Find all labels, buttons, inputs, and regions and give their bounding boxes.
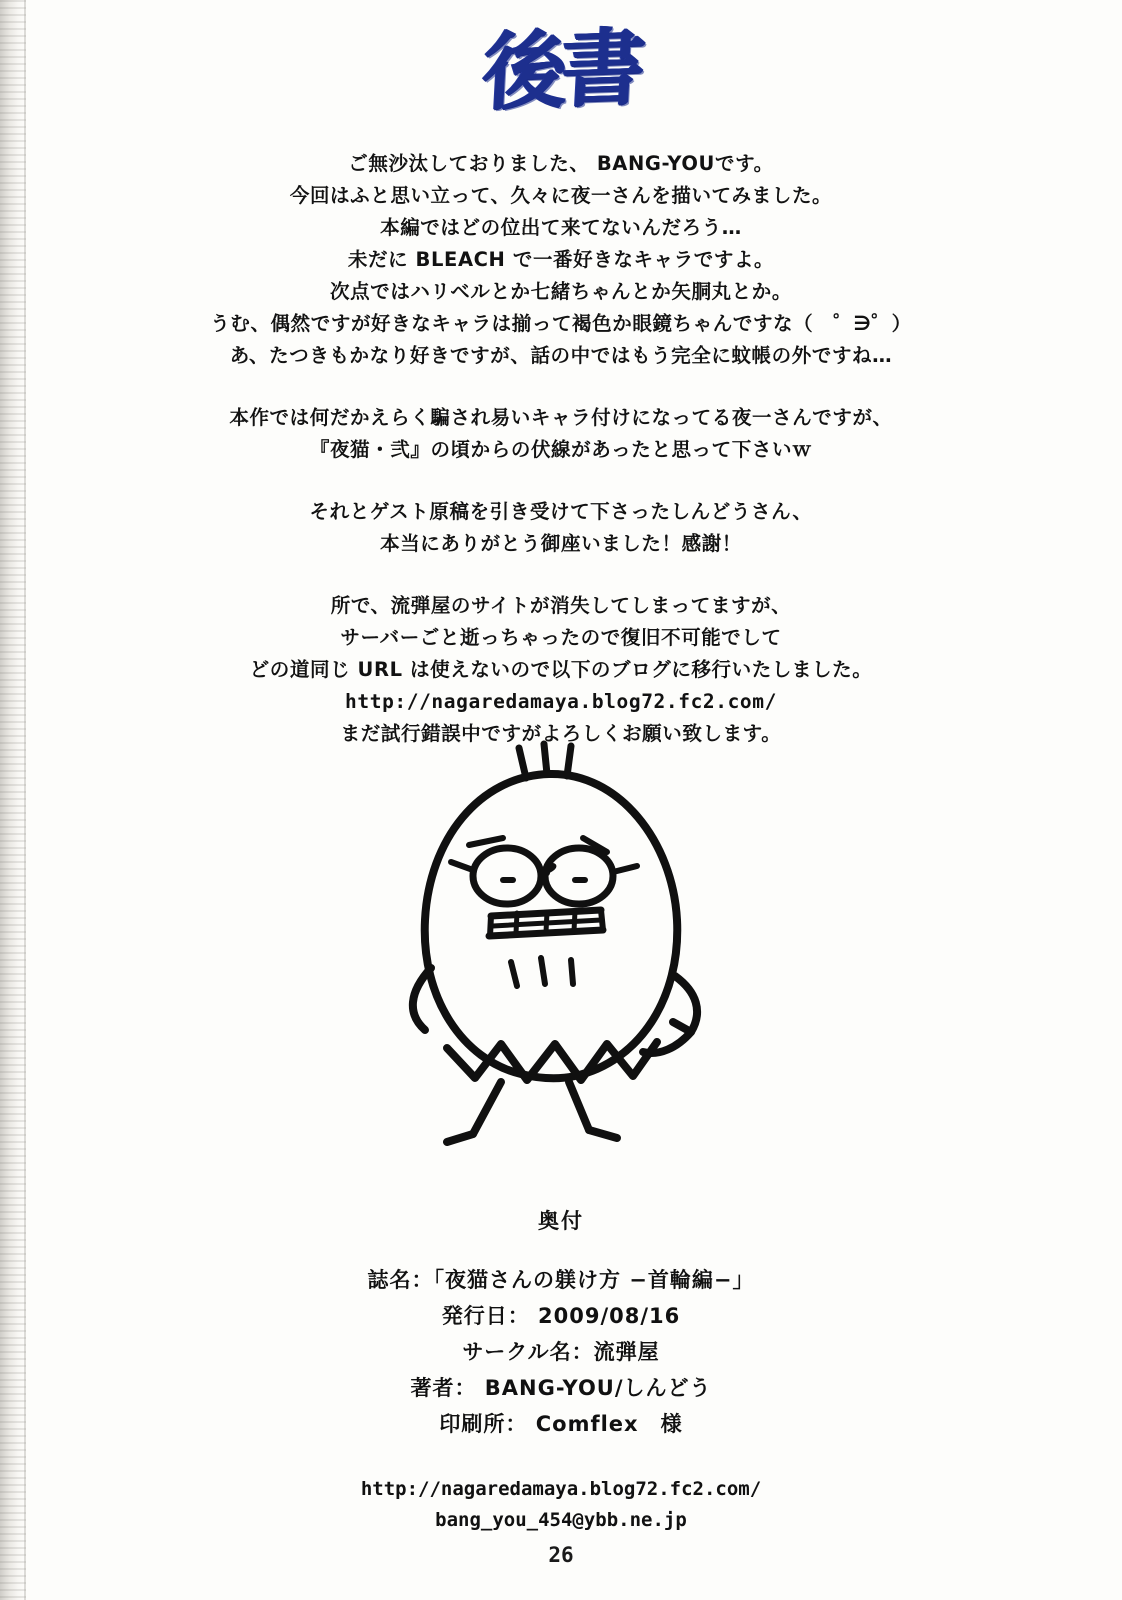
colophon-row-printer: 印刷所： Comflex 様	[439, 1412, 683, 1436]
contact-url[interactable]: http://nagaredamaya.blog72.fc2.com/	[360, 1478, 762, 1500]
doodle-svg	[351, 730, 771, 1160]
afterword-line: 『夜猫・弐』の頃からの伏線があったと思って下さいｗ	[309, 438, 813, 461]
afterword-line: どの道同じ URL は使えないので以下のブログに移行いたしました。	[249, 658, 873, 681]
afterword-line: サーバーごと逝っちゃったので復旧不可能でして	[340, 626, 782, 649]
page-number: 26	[548, 1543, 574, 1567]
title-calligraphy: 後書	[480, 17, 642, 122]
colophon-row-author: 著者： BANG-YOU/しんどう	[410, 1376, 712, 1400]
contact-block	[0, 1474, 1122, 1536]
paragraph-gap	[0, 560, 1122, 590]
afterword-line: 未だに BLEACH で一番好きなキャラですよ。	[347, 248, 775, 271]
colophon-row-date: 発行日： 2009/08/16	[441, 1304, 681, 1328]
colophon-block	[0, 1262, 1122, 1442]
afterword-body	[0, 148, 1122, 750]
afterword-line: それとゲスト原稿を引き受けて下さったしんどうさん、	[309, 500, 813, 523]
afterword-line: 本当にありがとう御座いました！感謝！	[380, 532, 742, 555]
afterword-line: ご無沙汰しておりました、 BANG-YOUです。	[348, 152, 774, 175]
afterword-line: 本作では何だかえらく騙され易いキャラ付けになってる夜一さんですが、	[229, 406, 893, 429]
afterword-line: 今回はふと思い立って、久々に夜一さんを描いてみました。	[289, 184, 833, 207]
paragraph-gap	[0, 372, 1122, 402]
paragraph-gap	[0, 466, 1122, 496]
afterword-line: 次点ではハリベルとか七緒ちゃんとか矢胴丸とか。	[330, 280, 792, 303]
afterword-line: まだ試行錯誤中ですがよろしくお願い致します。	[340, 722, 782, 745]
page-title	[0, 17, 1122, 122]
colophon-row-circle: サークル名：流弾屋	[462, 1340, 660, 1364]
afterword-line: 本編ではどの位出て来てないんだろう…	[380, 216, 742, 239]
colophon-heading: 奥付	[538, 1209, 584, 1233]
blog-url[interactable]: http://nagaredamaya.blog72.fc2.com/	[345, 690, 777, 713]
colophon-row-title: 誌名：「夜猫さんの躾け方 −首輪編−」	[367, 1268, 755, 1292]
chibi-bird-character-with-glasses-illustration	[351, 730, 771, 1160]
afterword-line: あ、たつきもかなり好きですが、話の中ではもう完全に蚊帳の外ですね…	[229, 344, 893, 367]
afterword-line: うむ、偶然ですが好きなキャラは揃って褐色か眼鏡ちゃんですな（ ゜∋゜）	[210, 312, 912, 335]
contact-email[interactable]: bang_you_454@ybb.ne.jp	[435, 1509, 687, 1531]
afterword-line: 所で、流弾屋のサイトが消失してしまってますが、	[330, 594, 792, 617]
